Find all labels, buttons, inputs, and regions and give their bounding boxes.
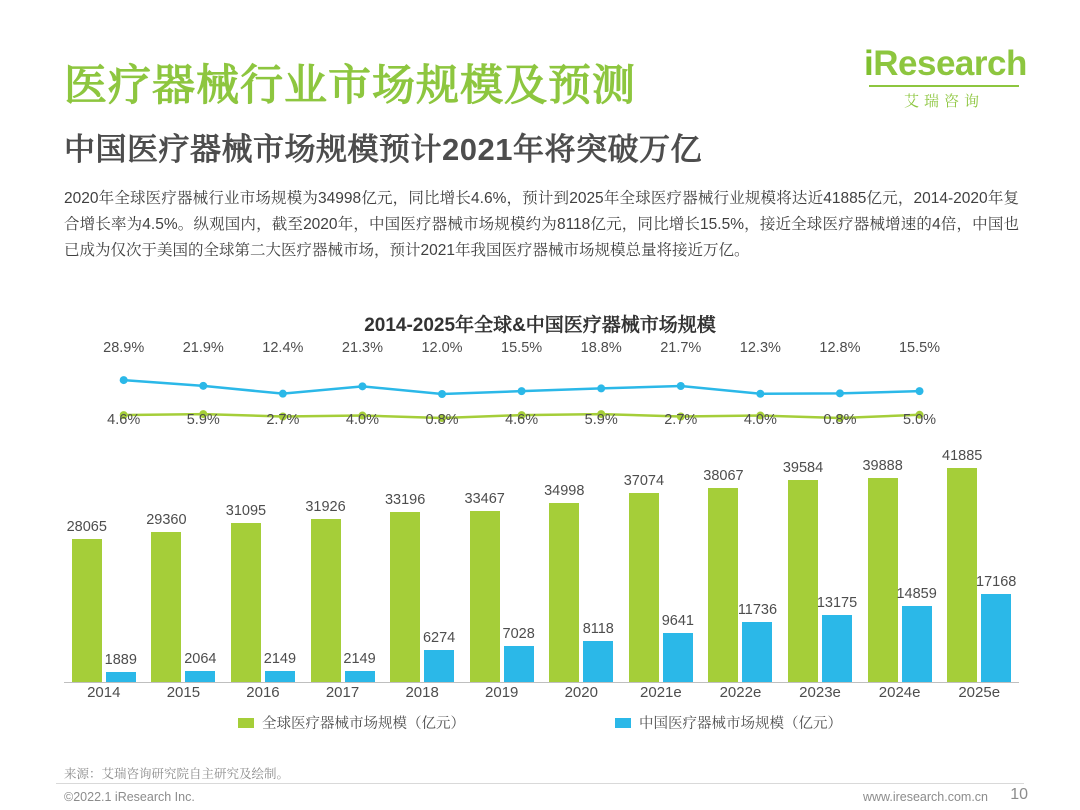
- x-axis-tick: 2025e: [958, 684, 1001, 701]
- footer-divider: [56, 783, 1024, 784]
- bar-china: [663, 633, 693, 682]
- china-growth-label: 21.9%: [182, 340, 224, 356]
- bar-value-global: 37074: [623, 472, 665, 489]
- bar-value-global: 38067: [703, 467, 744, 484]
- x-axis-labels: [64, 684, 1019, 708]
- bar-china: [185, 671, 215, 682]
- global-growth-label: 4.0%: [743, 412, 777, 428]
- bar-group: [382, 440, 462, 682]
- x-axis-tick: 2020: [564, 684, 598, 701]
- bar-group: [144, 440, 224, 682]
- bar-value-global: 39888: [862, 458, 903, 475]
- bar-value-china: 14859: [896, 586, 937, 603]
- copyright: ©2022.1 iResearch Inc.: [64, 790, 195, 804]
- x-axis-tick: 2015: [166, 684, 201, 701]
- logo-subtext: 艾瑞咨询: [903, 93, 984, 110]
- bar-value-china: 17168: [976, 574, 1017, 591]
- china-growth-label: 12.3%: [739, 340, 781, 356]
- bar-value-global: 34998: [544, 483, 585, 500]
- bar-group: [542, 440, 622, 682]
- legend-swatch-global: [238, 718, 254, 728]
- global-growth-label: 4.6%: [107, 412, 141, 428]
- x-axis-tick: 2019: [485, 684, 519, 701]
- growth-point: [597, 384, 605, 392]
- bar-china: [583, 641, 613, 682]
- legend-item-china: [615, 712, 842, 733]
- bar-group: [64, 440, 144, 682]
- china-growth-label: 21.3%: [341, 340, 383, 356]
- global-growth-label: 2.7%: [664, 412, 698, 428]
- source-note: 来源：艾瑞咨询研究院自主研究及绘制。: [64, 767, 290, 781]
- body-paragraph: 2020年全球医疗器械行业市场规模为34998亿元，同比增长4.6%，预计到2025年全球医疗器械行业规模将达近41885亿元，2014-2020年复合增长率为4.5%。纵观国内，截至2020年，中国医疗器械市场规模约为8118亿元，同比增长15.5%，接近全球医疗器械增速的4倍，中国也已成为仅次于美国的全球第二大医疗器械市场，预计2021年我国医疗器械市场规模总量将接近万亿。: [64, 190, 1019, 259]
- china-growth-label: 15.5%: [501, 340, 543, 356]
- growth-point: [438, 390, 446, 398]
- growth-point: [836, 389, 844, 397]
- bar-value-china: 2064: [184, 651, 217, 668]
- x-axis-tick: 2017: [325, 684, 360, 701]
- page-subtitle: 中国医疗器械市场规模预计2021年将突破万亿: [64, 132, 702, 167]
- bar-global: [72, 539, 102, 682]
- bar-china: [742, 622, 772, 682]
- x-axis-tick: 2016: [246, 684, 280, 701]
- global-growth-label: 0.8%: [425, 412, 459, 428]
- bar-value-china: 2149: [343, 651, 376, 668]
- bar-china: [265, 671, 295, 682]
- logo-divider: [869, 85, 1019, 87]
- bar-value-global: 29360: [146, 512, 187, 528]
- bar-global: [708, 488, 738, 682]
- bar-group: [939, 440, 1019, 682]
- growth-point: [279, 390, 287, 398]
- bar-global: [311, 519, 341, 682]
- bar-value-china: 7028: [502, 626, 535, 643]
- global-growth-label: 5.9%: [186, 412, 220, 428]
- bar-value-global: 39584: [782, 459, 824, 476]
- bar-global: [629, 493, 659, 682]
- logo-i: i: [864, 44, 874, 83]
- bar-value-global: 41885: [942, 448, 983, 464]
- bar-group: [462, 440, 542, 682]
- bar-value-china: 8118: [582, 620, 614, 637]
- global-growth-label: 5.0%: [902, 412, 937, 428]
- bar-global: [390, 512, 420, 682]
- chart-legend: [0, 712, 1080, 733]
- bar-global: [231, 523, 261, 682]
- global-growth-label: 2.7%: [266, 412, 300, 428]
- china-growth-label: 21.7%: [660, 340, 702, 356]
- x-axis-tick: 2022e: [719, 684, 762, 701]
- bar-global: [868, 478, 898, 682]
- bar-value-global: 33196: [384, 492, 426, 509]
- bar-value-global: 33467: [464, 491, 505, 508]
- x-axis-tick: 2018: [405, 684, 439, 701]
- x-axis-tick: 2024e: [878, 684, 921, 701]
- bar-global: [788, 480, 818, 682]
- bar-global: [151, 532, 181, 682]
- bar-group: [780, 440, 860, 682]
- website: www.iresearch.com.cn: [862, 790, 988, 804]
- bar-value-global: 28065: [66, 518, 107, 535]
- growth-point: [358, 382, 366, 390]
- legend-item-global: [238, 712, 465, 733]
- bar-china: [902, 606, 932, 682]
- growth-point: [756, 390, 764, 398]
- bar-group: [701, 440, 781, 682]
- logo-wordmark: [864, 44, 1027, 83]
- global-growth-label: 4.0%: [345, 412, 379, 428]
- bar-china: [345, 671, 375, 682]
- logo-research: Research: [873, 44, 1027, 83]
- x-axis-tick: 2021e: [640, 684, 682, 701]
- growth-point: [199, 382, 207, 390]
- bar-china: [504, 646, 534, 682]
- bar-group: [303, 440, 383, 682]
- bar-value-global: 31926: [305, 498, 346, 515]
- bar-group: [621, 440, 701, 682]
- bar-value-china: 2149: [263, 651, 297, 668]
- global-growth-label: 5.9%: [584, 412, 618, 428]
- bar-china: [981, 594, 1011, 682]
- global-growth-label: 4.6%: [505, 412, 539, 428]
- bar-value-china: 11736: [737, 602, 778, 619]
- global-growth-labels: [64, 412, 1019, 438]
- growth-point: [518, 387, 526, 395]
- bar-global: [470, 511, 500, 682]
- x-axis-tick: 2023e: [799, 684, 841, 701]
- chart: [64, 340, 1019, 701]
- page-title: 医疗器械行业市场规模及预测: [64, 62, 636, 110]
- china-growth-label: 28.9%: [103, 340, 145, 356]
- bar-value-china: 9641: [661, 612, 694, 629]
- page-number: 10: [1010, 786, 1028, 803]
- bar-china: [106, 672, 136, 682]
- bar-global: [549, 503, 579, 682]
- bar-value-global: 31095: [225, 503, 267, 520]
- bar-global: [947, 468, 977, 682]
- china-growth-label: 12.8%: [819, 340, 861, 356]
- growth-point: [120, 376, 128, 384]
- bar-plot: [64, 440, 1019, 683]
- growth-point: [916, 387, 924, 395]
- bar-value-china: 6274: [422, 629, 456, 646]
- bar-group: [860, 440, 940, 682]
- x-axis-tick: 2014: [87, 684, 121, 701]
- bar-value-china: 13175: [816, 594, 858, 611]
- legend-swatch-china: [615, 718, 631, 728]
- bar-value-china: 1889: [104, 652, 137, 669]
- china-growth-label: 12.0%: [421, 340, 463, 356]
- chart-title: 2014-2025年全球&中国医疗器械市场规模: [364, 315, 716, 336]
- china-growth-label: 18.8%: [580, 340, 622, 356]
- china-growth-label: 15.5%: [898, 340, 941, 356]
- legend-label-china: 中国医疗器械市场规模（亿元）: [639, 716, 842, 732]
- growth-point: [677, 382, 685, 390]
- global-growth-label: 0.8%: [823, 412, 857, 428]
- legend-label-global: 全球医疗器械市场规模（亿元）: [262, 716, 465, 732]
- bar-china: [424, 650, 454, 682]
- iresearch-logo: [864, 44, 1027, 111]
- bar-group: [223, 440, 303, 682]
- china-growth-label: 12.4%: [262, 340, 304, 356]
- bar-china: [822, 615, 852, 682]
